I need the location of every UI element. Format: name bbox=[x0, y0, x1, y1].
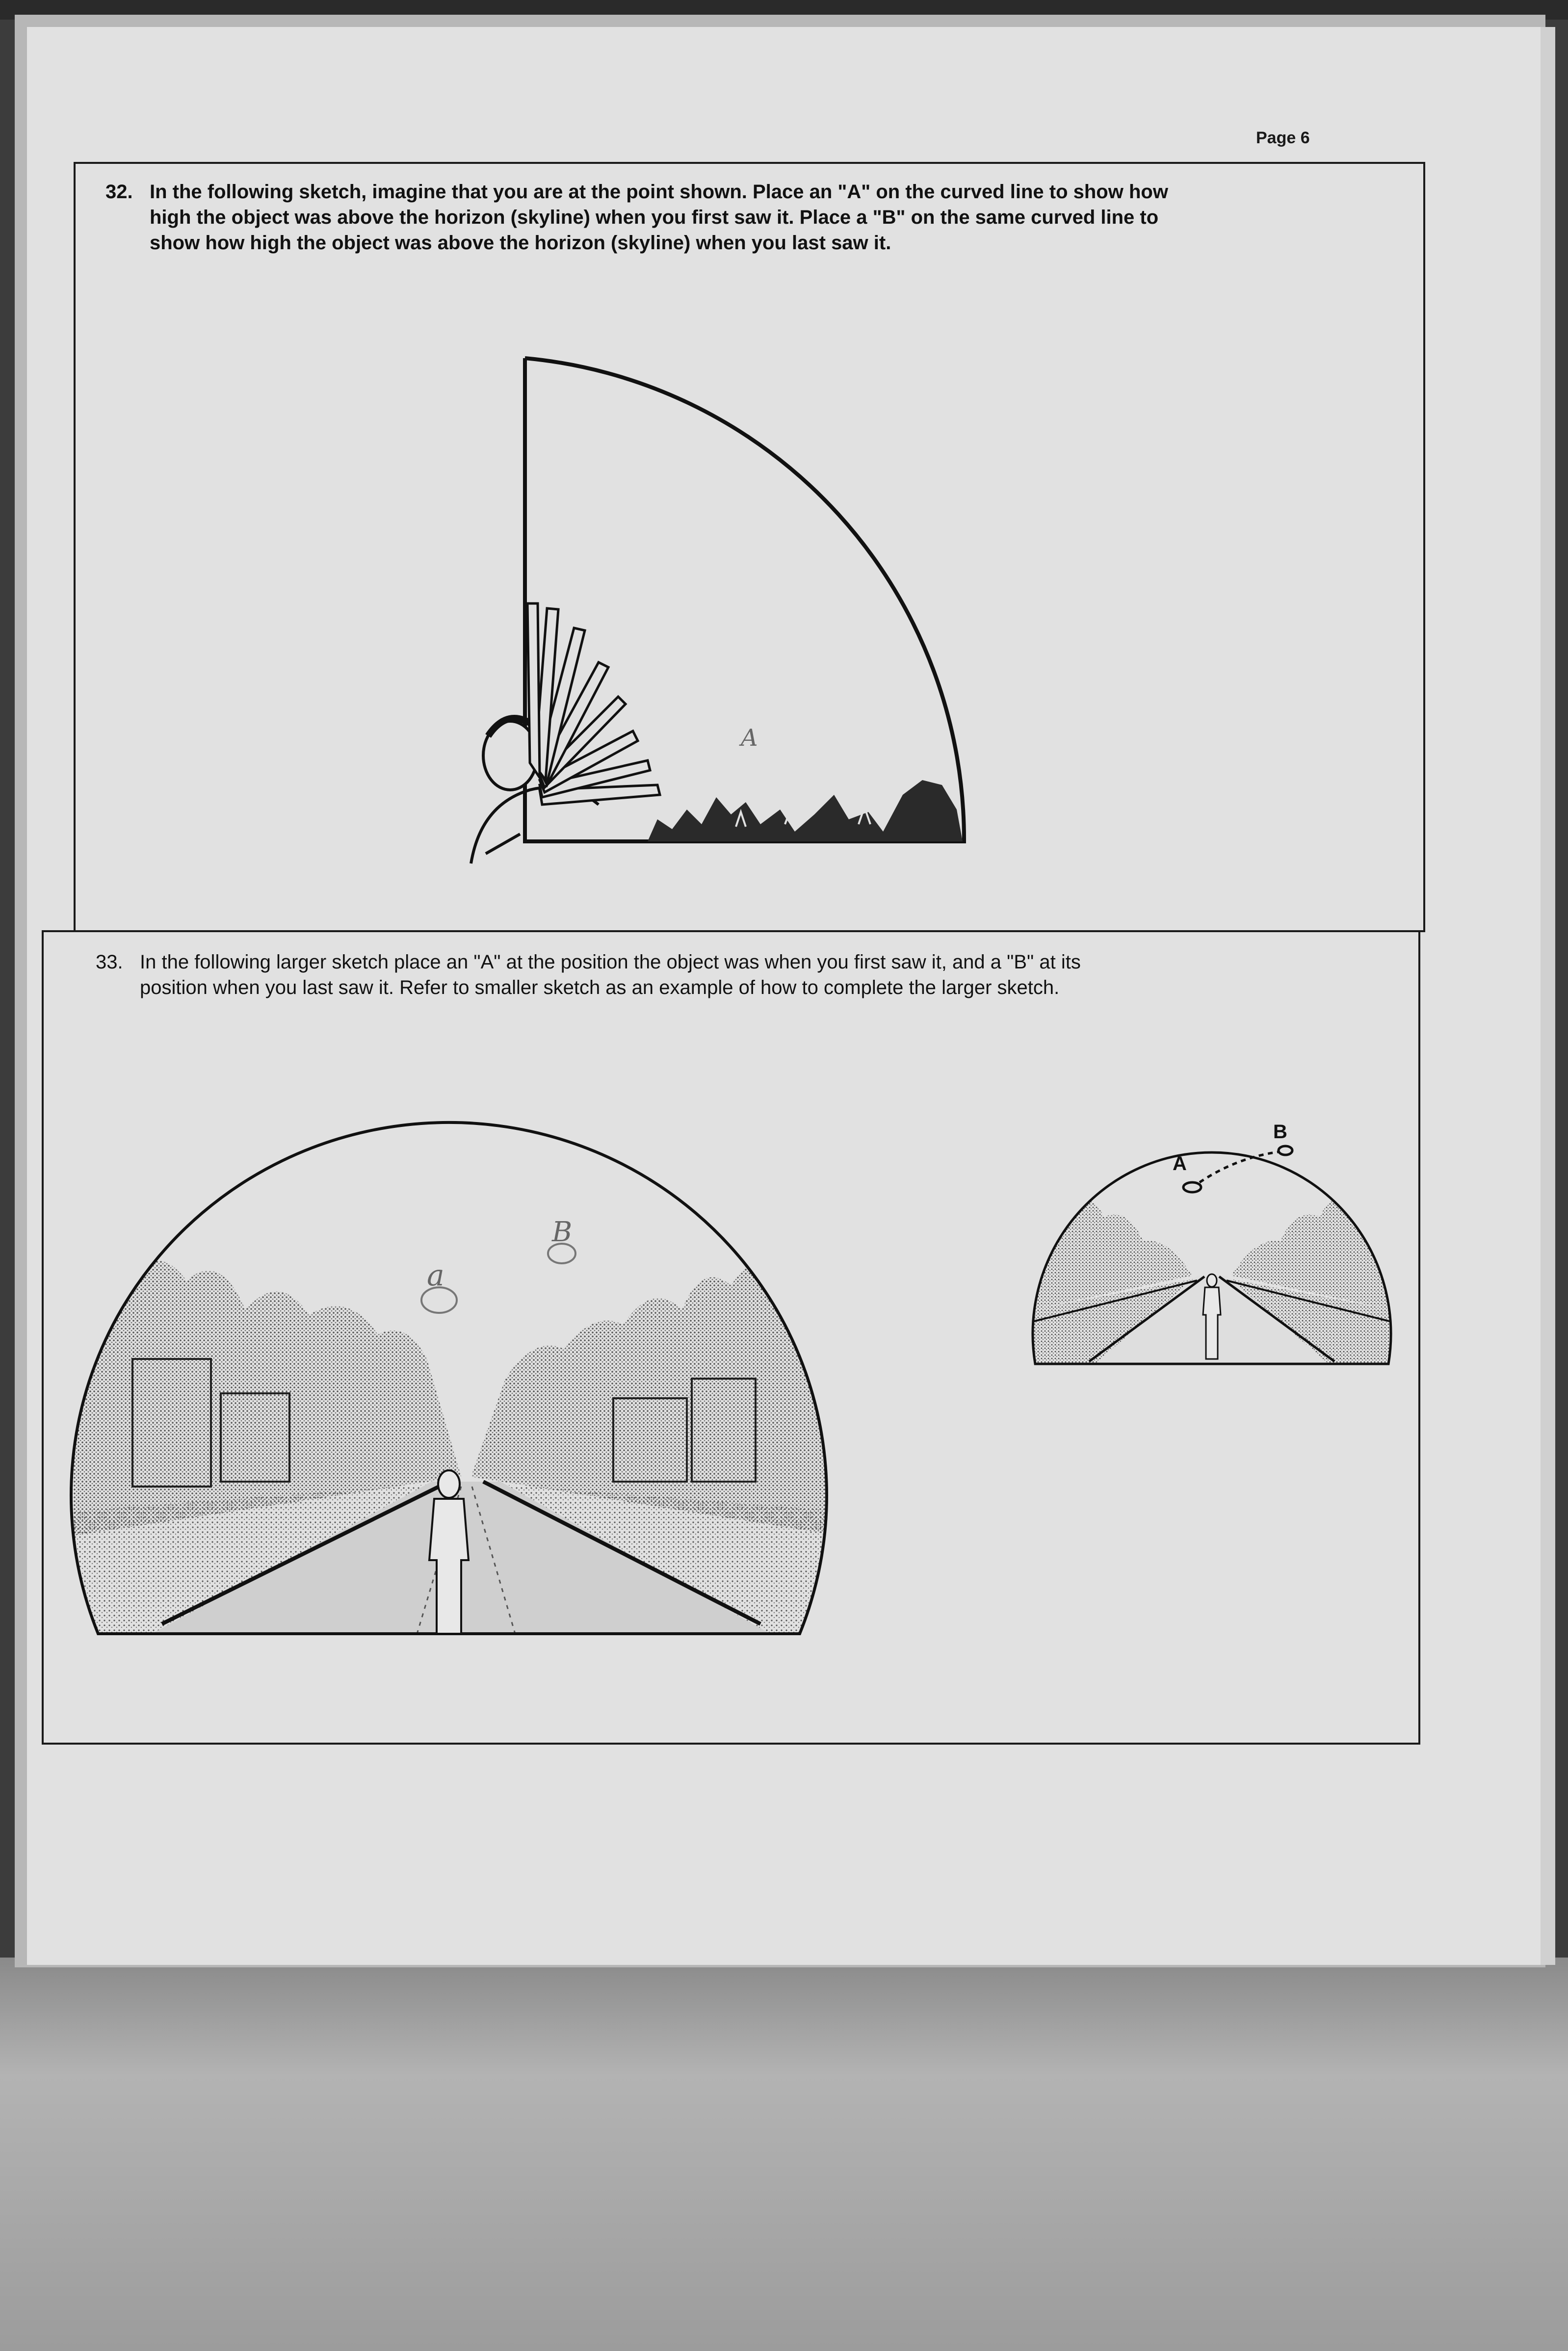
example-label-a: A bbox=[1173, 1153, 1187, 1175]
skyline-silhouette bbox=[648, 780, 963, 841]
question-33-line-1: In the following larger sketch place an "A" at the position the object was when you first saw it, and a "B" at its bbox=[140, 951, 1081, 973]
example-marker-a bbox=[1183, 1182, 1201, 1192]
example-figure bbox=[1203, 1274, 1221, 1359]
question-32-number: 32. bbox=[105, 181, 133, 203]
question-33-line-2: position when you last saw it. Refer to smaller sketch as an example of how to complete the larger sketch. bbox=[140, 977, 1060, 998]
handwritten-b-mark: B bbox=[552, 1216, 573, 1248]
example-label-b: B bbox=[1273, 1121, 1287, 1143]
large-street-sketch bbox=[74, 1104, 839, 1644]
question-32-line-2: high the object was above the horizon (skyline) when you first saw it. Place a "B" on the same curved line to bbox=[150, 207, 1159, 228]
example-street-sketch bbox=[1030, 1114, 1393, 1369]
pointing-arms bbox=[527, 603, 660, 805]
quarter-circle-sketch bbox=[442, 353, 1030, 883]
question-33-text bbox=[96, 949, 1411, 1000]
handwritten-a-mark: A bbox=[741, 724, 758, 752]
page-shadow bbox=[1541, 27, 1555, 1965]
page-number: Page 6 bbox=[1256, 129, 1310, 147]
example-dashed-path bbox=[1200, 1152, 1278, 1182]
question-32-text bbox=[105, 179, 1420, 256]
example-marker-b bbox=[1279, 1146, 1292, 1155]
question-33-number: 33. bbox=[96, 951, 123, 973]
handwritten-a-mark: a bbox=[427, 1258, 444, 1293]
question-32-line-3: show how high the object was above the horizon (skyline) when you last saw it. bbox=[150, 232, 891, 254]
question-32-line-1: In the following sketch, imagine that you are at the point shown. Place an "A" on the curved line to show how bbox=[150, 181, 1168, 203]
scan-background bbox=[0, 1958, 1568, 2351]
